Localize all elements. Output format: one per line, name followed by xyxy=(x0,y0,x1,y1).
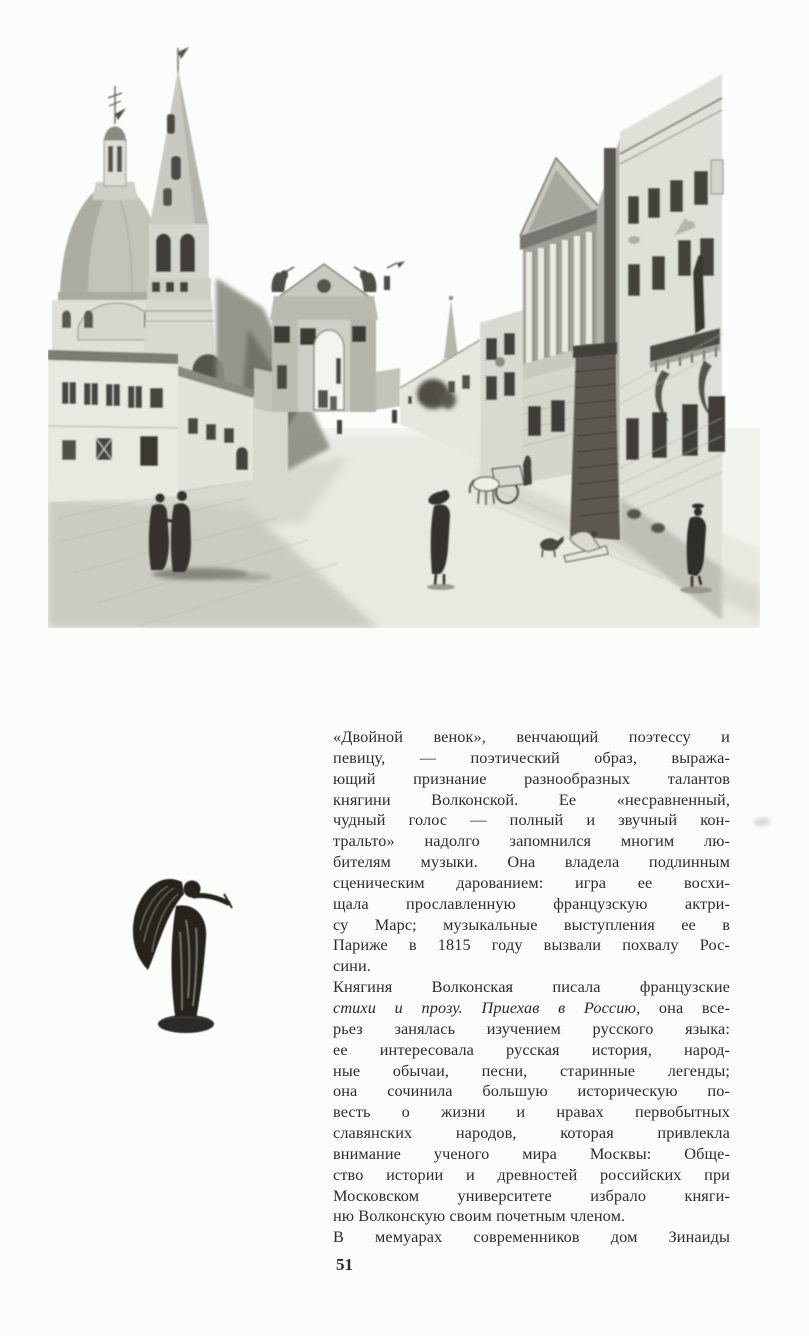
text-line: ство истории и древностей российских при xyxy=(333,1164,730,1184)
text-line: весть о жизни и нравах первобытных xyxy=(333,1102,730,1122)
text-line: сценическим дарованием: игра ее восхи- xyxy=(333,872,730,892)
dark-gate-pylon xyxy=(570,342,620,540)
text-segment: она все- xyxy=(640,997,730,1017)
text-line: певицу, — поэтический образ, выража- xyxy=(333,747,730,767)
text-line: бителям музыки. Она владела подлинным xyxy=(333,852,730,872)
text-line: Московском университете избрало княги- xyxy=(333,1185,730,1205)
triumphal-gate xyxy=(254,261,405,412)
text-line: княгини Волконской. Ее «несравненный, xyxy=(333,789,730,809)
text-line: внимание ученого мира Москвы: Обще- xyxy=(333,1143,730,1163)
text-line xyxy=(333,998,730,1019)
text-line: В мемуарах современников дом Зинаиды xyxy=(333,1227,730,1247)
text-line: «Двойной венок», венчающий поэтессу и xyxy=(333,727,730,746)
text-line: ню Волконскую своим почетным членом. xyxy=(333,1206,626,1226)
angel-statuette-illustration xyxy=(128,872,234,1036)
text-line: сини. xyxy=(333,956,371,976)
text-line: славянских народов, которая привлекла xyxy=(333,1123,730,1143)
text-line: тральто» надолго запомнился многим лю- xyxy=(333,831,730,851)
text-line: она сочинила большую историческую по- xyxy=(333,1081,730,1101)
mansion-facade xyxy=(603,74,725,620)
scan-smudge xyxy=(754,817,771,827)
text-line: Княгиня Волконская писала французские xyxy=(333,977,730,997)
text-line: рьез занялась изучением русского языка: xyxy=(333,1018,730,1038)
text-line: щала прославленную французскую актри- xyxy=(333,893,730,913)
text-line: ее интересовала русская история, народ- xyxy=(333,1039,730,1059)
text-line: ные обычаи, песни, старинные легенды; xyxy=(333,1060,730,1080)
italic-text-segment: стихи и прозу. Приехав в Россию, xyxy=(333,997,641,1017)
text-line: ющий признание разнообразных талантов xyxy=(333,768,730,788)
page-number: 51 xyxy=(336,1255,353,1274)
text-column xyxy=(333,727,730,1248)
text-line: су Марс; музыкальные выступления ее в xyxy=(333,914,730,934)
text-line: чудный голос — полный и звучный кон- xyxy=(333,810,730,830)
text-line: Париже в 1815 году вызвали похвалу Рос- xyxy=(333,935,730,955)
street-scene-illustration xyxy=(48,28,760,628)
angel-figure xyxy=(133,879,232,1033)
